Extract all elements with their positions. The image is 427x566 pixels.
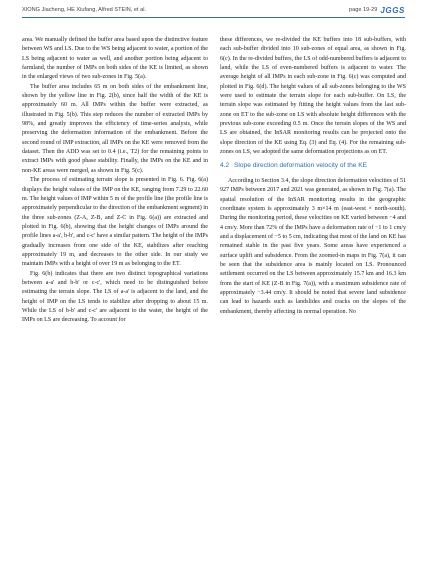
- paragraph: area. We manually defined the buffer area based upon the distinctive feature between WS and LS. Due to the WS being adjacent to water, a portion of the LS being adjacent to water as well, and another portion being adjacent to farmland, the number of IMPs on both sides of the KE is limited, as shown in the enlarged views of two sub-zones in Fig. 5(a).: [22, 37, 208, 81]
- paragraph: these differences, we re-divided the KE buffers into 18 sub-buffers, with each sub-buffer divided into 10 sub-zones of equal area, as shown in Fig. 6(c). In the re-divided buffers, the LS of odd-numbered buffers is adjacent to land, while the LS of even-numbered buffers is adjacent to water. The average height of all IMPs in each sub-zone in Fig. 6(c) was computed and plotted in Fig. 6(d). The height values of all sub-zones belonging to the WS were used to estimate the terrain slope for each sub-buffer. On LS, the terrain slope was estimated by fitting the height values from the last sub-zone on ET to the sub-zone on LS with absolute height differences with the previous sub-zone exceeding 0.5 m. Once the terrain slopes of the WS and LS are obtained, the InSAR monitoring results can be projected onto the slope direction of the KE using Eq. (3) and Eq. (4). For the remaining sub-zones on LS, we adopted the same deformation projections as on ET.: [220, 37, 406, 156]
- journal-logo: JGGS: [380, 5, 405, 15]
- right-column: [220, 36, 406, 317]
- page-range: page 19-29: [349, 7, 378, 13]
- page-header: [22, 4, 405, 16]
- section-number: 4.2: [220, 162, 230, 170]
- paragraph: Fig. 6(b) indicates that there are two distinct topographical variations between a-a' and b-b' or c-c', which need to be distinguished before estimating the terrain slope. The LS of a-a' is adjacent to the land, and the height of IMP on the LS tends to stabilize after dropping to about 15 m. While the LS of b-b' and c-c' are adjacent to the water, the height of the IMPs on LS are decreasing. To account for: [22, 270, 208, 324]
- running-authors: XIONG Jiacheng, HE Xiufang, Alfred STEIN, et al.: [22, 7, 147, 13]
- header-rule: [22, 17, 405, 18]
- section-heading: [220, 161, 406, 170]
- paragraph: The process of estimating terrain slope is presented in Fig. 6. Fig. 6(a) displays the height values of the IMP on the KE, ranging from 7.29 to 22.60 m. The height values of IMP within 5 m of the profile line (the profile line is approximately perpendicular to the direction of the embankment segment) in the three sub-zones (Z-A, Z-B, and Z-C in Fig. 6(a)) are extracted and plotted in Fig. 6(b), showing that the height changes of IMPs around the profile lines a-a', b-b', and c-c' have a similar pattern. The height of the IMPs gradually increases from one side of the KE, stabilizes after reaching approximately 19 m, and decreases to the other side. In our study we maintain IMPs with a height of over 19 m as belonging to the ET.: [22, 177, 208, 268]
- paragraph: According to Section 3.4, the slope direction deformation velocities of 51 927 IMPs between 2017 and 2021 was generated, as shown in Fig. 7(a). The spatial resolution of the InSAR monitoring results in the geographic coordinate system is approximately 3 m×14 m (east-west × north-south). During the monitoring period, these velocities on KE varied between −4 and 4 cm/y. More than 72% of the IMPs have a deformation rate of −1 to 1 cm/y and a displacement of −5 to 5 cm, indicating that most of the land on KE has remained stable in the past five years. Some areas have experienced a surface uplift and subsidence. From the zoomed-in maps in Fig. 7(a), it can be seen that the subsidence area is mainly located on LS. Pronounced settlement occurred on the LS between approximately 15.7 km and 16.3 km from the start of KE (Z-B in Fig. 7(a)), with a maximum subsidence rate of approximately −3.44 cm/y. It should be noted that severe land subsidence can lead to hazards such as landslides and cracks on the slopes of the embankment, thereby affecting its normal operation. No: [220, 177, 407, 315]
- left-column: [22, 36, 208, 326]
- header-right: [349, 6, 405, 15]
- paragraph: The buffer area includes 65 m on both sides of the embankment line, shown by the yellow line in Fig. 2(b), since half the width of the KE is approximately 60 m. All IMPs within the buffer were extracted, as illustrated in Fig. 5(b). This step reduces the number of extracted IMPs by 98%, and greatly improves the efficiency of time-series analysis, while preserving the deformation information of the embankment. Before the second round of IMP extraction, all IMPs on the KE were removed from the dataset. Then the ADD was set to 0.4 (i.e., T2) for the remaining points to extract IMPs with good phase stability. Finally, the IMPs on the KE and in non-KE areas were merged, as shown in Fig. 5(c).: [22, 83, 208, 174]
- section-title: Slope direction deformation velocity of the KE: [234, 162, 368, 170]
